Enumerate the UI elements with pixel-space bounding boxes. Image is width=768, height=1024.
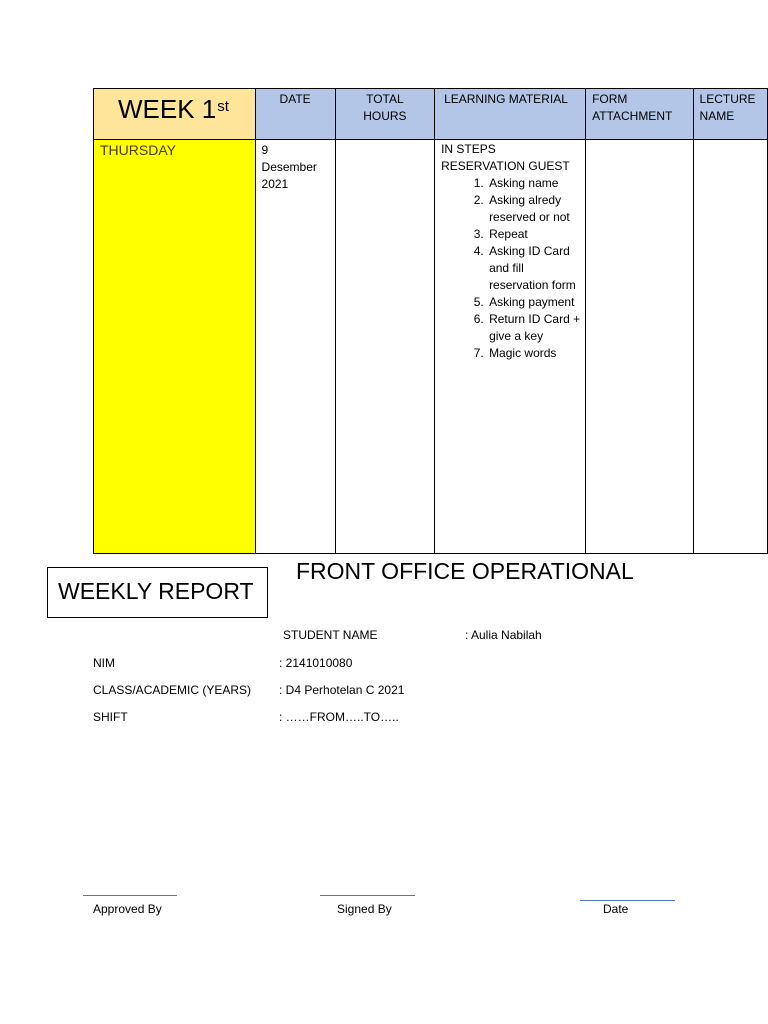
list-item: 4. Asking ID Card and fill reservation form — [487, 243, 585, 294]
form-attachment-cell — [586, 140, 693, 554]
day-label: THURSDAY — [100, 142, 176, 158]
form-attachment-header-cell — [586, 89, 693, 140]
learning-material-header-cell — [435, 89, 586, 140]
approved-by-label: Approved By — [93, 902, 162, 916]
date-header-cell — [255, 89, 335, 140]
date-label: Date — [603, 902, 629, 916]
list-item: 1. Asking name — [487, 175, 585, 192]
lecturer-name-value — [694, 140, 767, 142]
learning-material-header: LEARNING MATERIAL — [444, 92, 568, 106]
class-academic-label: CLASS/ACADEMIC (YEARS) — [93, 683, 252, 697]
total-hours-value — [336, 140, 434, 142]
class-academic-value: : D4 Perhotelan C 2021 — [279, 683, 405, 697]
date-header: DATE — [279, 92, 311, 106]
learning-material-cell — [435, 140, 586, 554]
total-hours-header: TOTAL HOURS — [363, 92, 407, 123]
week-ordinal-suffix: st — [217, 98, 229, 115]
list-item: 2. Asking alredy reserved or not — [487, 192, 585, 226]
page-title: FRONT OFFICE OPERATIONAL — [296, 558, 634, 584]
table-row — [94, 140, 768, 554]
date-cell — [255, 140, 335, 554]
steps-list — [435, 175, 585, 362]
material-title: IN STEPS RESERVATION GUEST — [441, 142, 570, 173]
form-attachment-value — [586, 140, 692, 142]
lecturer-name-header-cell — [693, 89, 767, 140]
student-name-label: STUDENT NAME — [283, 628, 378, 642]
form-attachment-header: FORM ATTACHMENT — [592, 92, 673, 123]
list-item: 3. Repeat — [487, 226, 585, 243]
week-header-cell — [94, 89, 256, 140]
student-name-value: : Aulia Nabilah — [465, 628, 542, 642]
list-item: 5. Asking payment — [487, 294, 585, 311]
approved-by-signature-line — [83, 895, 177, 896]
lecturer-name-header: LECTURE NAME — [699, 92, 756, 123]
weekly-report-box: WEEKLY REPORT — [47, 567, 268, 618]
total-hours-cell — [335, 140, 434, 554]
weekly-schedule-table — [93, 88, 768, 554]
date-value: 9 Desember 2021 — [261, 143, 317, 191]
nim-value: : 2141010080 — [279, 656, 353, 670]
lecturer-name-cell — [693, 140, 767, 554]
signed-by-label: Signed By — [337, 902, 392, 916]
table-header-row — [94, 89, 768, 140]
list-item: 7. Magic words — [487, 345, 585, 362]
list-item: 6. Return ID Card + give a key — [487, 311, 585, 345]
total-hours-header-cell — [335, 89, 434, 140]
nim-label: NIM — [93, 656, 115, 670]
shift-label: SHIFT — [93, 710, 128, 724]
shift-value: : ……FROM…..TO….. — [279, 710, 399, 724]
week-label: WEEK 1 — [118, 94, 217, 124]
day-cell — [94, 140, 256, 554]
signed-by-signature-line — [320, 895, 415, 896]
